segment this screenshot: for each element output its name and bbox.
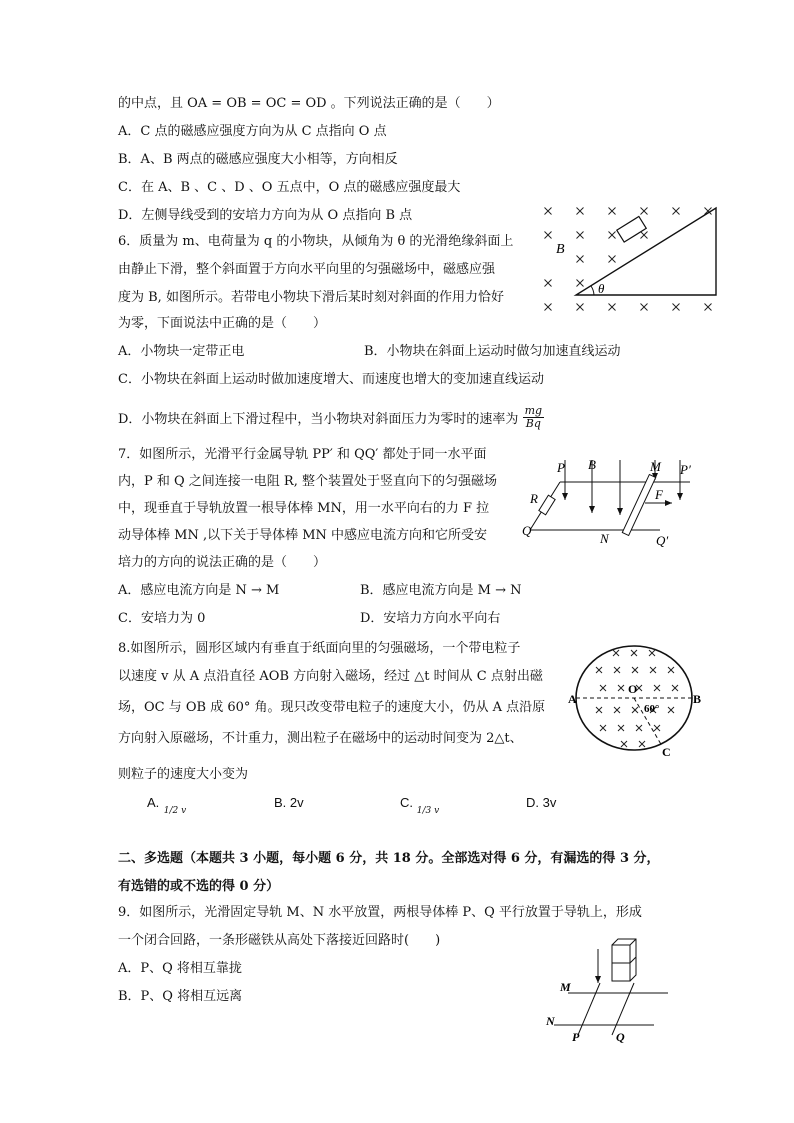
field-cross-mark — [577, 304, 584, 311]
q7-option-d: D．安培力方向水平向右 — [360, 611, 501, 626]
field-cross-mark — [673, 304, 680, 311]
q6-stem-2: 由静止下滑，整个斜面置于方向水平向里的匀强磁场中，磁感应强 — [118, 262, 496, 277]
label-m: M — [560, 980, 571, 994]
conductor-rod-mn — [622, 475, 655, 536]
section-2-heading-1: 二、多选题（本题共 3 小题，每小题 6 分，共 18 分。全部选对得 6 分，有漏选的得 3 分， — [118, 851, 660, 866]
q8-stem-5: 则粒子的速度大小变为 — [118, 767, 249, 782]
q9-option-a: A．P、Q 将相互靠拢 — [118, 961, 242, 976]
bar-magnet — [612, 939, 636, 981]
q6-velocity-fraction — [523, 405, 544, 430]
label-b: B — [693, 692, 702, 706]
field-cross-mark — [596, 707, 602, 713]
label-a: A — [568, 692, 577, 706]
label-m: M — [650, 459, 661, 474]
q8-option-c: C. — [400, 795, 413, 810]
q7-option-b: B．感应电流方向是 M → N — [360, 583, 522, 598]
q6-option-c: C．小物块在斜面上运动时做加速度增大、而速度也增大的变加速直线运动 — [118, 372, 544, 387]
label-n: N — [546, 1014, 555, 1028]
field-cross-mark — [632, 707, 638, 713]
q7-stem-5: 培力的方向的说法正确的是（ ） — [118, 555, 327, 570]
field-cross-mark — [577, 232, 584, 239]
q9-stem-1: 9．如图所示，光滑固定导轨 M、N 水平放置，两根导体棒 P、Q 平行放置于导轨上，形成 — [118, 905, 642, 920]
field-cross-mark — [618, 725, 624, 731]
q5-option-a: A．C 点的磁感应强度方向为从 C 点指向 O 点 — [118, 124, 387, 139]
field-cross-mark — [577, 256, 584, 263]
q5-option-b: B．A、B 两点的磁感应强度大小相等，方向相反 — [118, 152, 398, 167]
q7-stem-4: 动导体棒 MN ,以下关于导体棒 MN 中感应电流方向和它所受安 — [118, 528, 488, 543]
resistor-r — [539, 495, 555, 515]
field-cross-mark — [609, 304, 616, 311]
q6-stem-1: 6．质量为 m、电荷量为 q 的小物块，从倾角为 θ 的光滑绝缘斜面上 — [118, 234, 514, 249]
rod-p — [578, 983, 600, 1035]
q6-incline-figure — [536, 200, 736, 315]
field-cross-mark — [614, 707, 620, 713]
label-p-prime: P′ — [680, 462, 691, 477]
field-cross-mark — [650, 667, 656, 673]
field-cross-mark — [641, 208, 648, 215]
q7-stem-1: 7．如图所示，光滑平行金属导轨 PP′ 和 QQ′ 都处于同一水平面 — [118, 447, 487, 462]
field-cross-mark — [609, 208, 616, 215]
q8-stem-3: 场，OC 与 OB 成 60° 角。现只改变带电粒子的速度大小，仍从 A 点沿原 — [118, 700, 546, 715]
q8-stem-1: 8.如图所示，圆形区域内有垂直于纸面向里的匀强磁场，一个带电粒子 — [118, 641, 521, 656]
q7-option-c: C．安培力为 0 — [118, 611, 206, 626]
field-cross-mark — [636, 725, 642, 731]
q8-option-b: B. 2v — [274, 795, 304, 810]
q7-stem-2: 内，P 和 Q 之间连接一电阻 R, 整个装置处于竖直向下的匀强磁场 — [118, 474, 497, 489]
field-cross-mark — [545, 208, 552, 215]
q9-option-b: B．P、Q 将相互远离 — [118, 989, 243, 1004]
angle-label-60: 60° — [644, 703, 660, 715]
field-cross-mark — [668, 707, 674, 713]
field-cross-mark — [545, 304, 552, 311]
field-cross-mark — [649, 650, 655, 656]
label-b: B — [588, 457, 596, 472]
field-cross-mark — [609, 232, 616, 239]
q9-stem-2: 一个闭合回路，一条形磁铁从高处下落接近回路时( ) — [118, 933, 441, 948]
angle-label-theta: θ — [598, 281, 605, 296]
q6-stem-3: 度为 B, 如图所示。若带电小物块下滑后某时刻对斜面的作用力恰好 — [118, 290, 504, 305]
label-f: F — [655, 487, 663, 502]
field-cross-mark — [641, 232, 648, 239]
magnetic-field-crosses — [596, 650, 678, 747]
section-2-heading-2: 有选错的或不选的得 0 分） — [118, 879, 280, 894]
label-p: P — [572, 1030, 580, 1044]
field-cross-mark — [618, 685, 624, 691]
q8-stem-2: 以速度 v 从 A 点沿直径 AOB 方向射入磁场，经过 △t 时间从 C 点射出磁 — [118, 669, 543, 684]
q6-option-a: A．小物块一定带正电 — [118, 344, 245, 359]
label-c: C — [662, 745, 671, 759]
q8-option-a: A. — [147, 795, 160, 810]
field-cross-mark — [609, 256, 616, 263]
block-on-incline — [617, 216, 646, 242]
q5-stem-end: 的中点，且 OA = OB = OC = OD 。下列说法正确的是（ ） — [118, 96, 500, 111]
fraction-denominator: Bq — [525, 417, 541, 430]
q6-stem-4: 为零，下面说法中正确的是（ ） — [118, 316, 327, 331]
field-cross-mark — [614, 667, 620, 673]
field-cross-mark — [705, 304, 712, 311]
q6-option-b: B．小物块在斜面上运动时做匀加速直线运动 — [364, 344, 621, 359]
field-cross-mark — [654, 685, 660, 691]
label-n: N — [600, 531, 609, 546]
q8-stem-4: 方向射入原磁场，不计重力，测出粒子在磁场中的运动时间变为 2△t、 — [118, 731, 523, 746]
field-cross-mark — [632, 667, 638, 673]
field-cross-mark — [631, 650, 637, 656]
q7-stem-3: 中，现垂直于导轨放置一根导体棒 MN，用一水平向右的力 F 拉 — [118, 501, 490, 516]
q6-option-d — [118, 404, 544, 432]
label-q: Q — [616, 1030, 625, 1044]
rod-q — [612, 983, 634, 1035]
label-q-prime: Q′ — [656, 533, 669, 548]
q7-option-a: A．感应电流方向是 N → M — [118, 583, 280, 598]
q6-option-d-text: D．小物块在斜面上下滑过程中，当小物块对斜面压力为零时的速率为 — [118, 412, 519, 427]
field-cross-mark — [673, 208, 680, 215]
field-cross-mark — [654, 725, 660, 731]
field-cross-mark — [641, 304, 648, 311]
label-r: R — [530, 491, 538, 506]
field-cross-mark — [545, 232, 552, 239]
field-cross-mark — [577, 208, 584, 215]
field-cross-mark — [577, 280, 584, 287]
q7-rails-figure — [520, 455, 710, 555]
q8-circle-figure — [566, 640, 706, 760]
field-cross-mark — [672, 685, 678, 691]
q9-magnet-figure — [540, 935, 680, 1045]
field-cross-mark — [545, 280, 552, 287]
fraction-numerator: mg — [524, 404, 543, 417]
angle-arc — [591, 286, 594, 295]
label-o: O — [628, 682, 638, 696]
field-cross-mark — [639, 741, 645, 747]
q8-option-c-fraction: 1/3 v — [416, 806, 440, 816]
q5-option-d: D．左侧导线受到的安培力方向为从 O 点指向 B 点 — [118, 208, 413, 223]
q8-option-d: D. 3v — [526, 795, 557, 810]
label-q: Q — [522, 523, 532, 538]
field-cross-mark — [621, 741, 627, 747]
field-cross-mark — [600, 725, 606, 731]
field-cross-mark — [596, 667, 602, 673]
q8-option-a-fraction: 1/2 v — [163, 806, 187, 816]
field-cross-mark — [600, 685, 606, 691]
incline-triangle — [576, 208, 716, 295]
field-label-b: B — [556, 242, 565, 257]
label-p: P — [557, 460, 565, 475]
field-cross-mark — [613, 650, 619, 656]
field-cross-mark — [668, 667, 674, 673]
q5-option-c: C．在 A、B 、C 、D 、O 五点中，O 点的磁感应强度最大 — [118, 180, 461, 195]
